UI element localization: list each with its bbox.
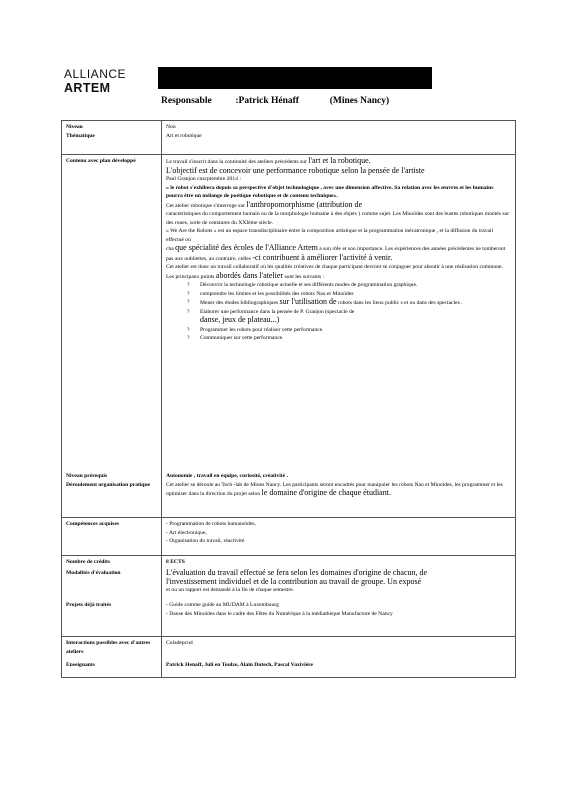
contenu-p6b: cha [166,246,174,252]
row-competences [62,517,515,555]
contenu-p7: Cet atelier est donc un travail collaboratif où les qualités créatives de chaque participant devront se conjuguer pour aboutir à une réalisation commune. [166,264,503,270]
contenu-p1b: l'art et la robotique. [308,156,371,165]
label-interactions: Interactions possibles avec d'autres ateliers [62,637,162,659]
row-contenu [62,154,515,470]
label-thematique: Thématique [66,132,95,139]
label-projets: Projets déjà traités [62,599,162,636]
contenu-p1a: Le travail s'inscrit dans la continuité des ateliers précédents sur [166,159,307,165]
bullet3-c: robots dans les lieux public s et ou dans des spectacles . [337,300,463,306]
contenu-p8c: sont les suivants : [284,273,325,280]
competence-item: - Organisation du travail, réactivité [166,538,245,544]
modalites-line-1: L'évaluation du travail effectué se fera selon les domaines d'origine de chacun, de [166,568,428,577]
projet-item: - Danse des Minoïdes dans le cadre des Fêtes du Numérique à la médiathèque Manufacture de Nancy [166,610,393,617]
row-interactions [62,636,515,659]
label-deroulement: Déroulement organisation pratique [66,481,151,488]
responsable-label: Responsable [161,96,212,106]
value-deroulement-a: Cet atelier se déroule au Tech -lab de Mines Nancy. Les participants seront encadrés pour manipuler les robots Nao et Minoïdes, les programmer et les optimiser dans la direction du projet selon [166,481,503,497]
bullet3-a: Mener des études bibliographiques [200,300,279,306]
competence-item: - Programmation de robots humanoïdes, [166,521,256,527]
contenu-p5a: Cet atelier robotique s'interroge sur [166,202,245,209]
list-item [200,298,511,308]
row-prerequis [62,470,515,517]
row-credits [62,555,515,567]
contenu-p5b: l'anthropomorphisme (attribution de [246,199,363,209]
label-prerequis: Niveau prérequis [66,473,108,479]
bullet4-a: Elaborer une performance dans la pensée de P. Granjon (spectacle de [200,308,355,315]
label-modalites: Modalités d'évaluation [62,567,162,599]
modalites-line-2: l'investissement individuel et de la contribution au travail de groupe. Un exposé [166,576,422,586]
competence-item: - Art électronique, [166,529,207,536]
value-contenu [162,155,515,470]
contenu-p3: Paul Granjon cnscptembre 2014 : [166,176,241,182]
value-deroulement-b: le domaine d'origine de chaque étudiant. [261,488,391,497]
redacted-title-bar [158,67,432,89]
contenu-p2: L'objectif est de concevoir une performance robotique selon la pensée de l'artiste [166,165,425,175]
contenu-p4: « le robot s'exhibera depuis sa perspective d'objet technologique , avec une dimension affective. Sa relation avec les œuvres et les humains pourra être un mélange de poétique robotique et de contenu technique». [166,184,494,199]
label-enseignants: Enseignants [62,659,162,677]
list-item: ? Communiquer sur cette performance. [200,334,511,343]
list-item: ? Découvrir la technologie robotique actuelle et ses différents modes de programmation graphique. [200,281,511,290]
responsable-line [161,96,389,106]
list-item: ? Programmer les robots pour réaliser cette performance. [200,326,511,335]
responsable-org: (Mines Nancy) [329,96,390,106]
list-item: ? comprendre les limites et les possibilités des robots Nao et Minoïdes [200,290,511,299]
bullet3-b: sur l'utilisation de [279,297,337,306]
contenu-p6e: -ci contribuent à améliorer l'activité à venir. [252,252,393,262]
value-niveau: Non [166,124,176,130]
modalites-line-3: et ou un rapport est demandé à la fin de chaque semestre. [166,587,294,593]
label-competences: Compétences acquises [62,518,162,555]
row-niveau [62,121,515,154]
list-item [200,308,511,326]
contenu-p6a: « We Are the Robots » est un espace transdisciplinaire entre la composition artistique et la programmation mécatronique , et la diffusion du travail effectué où [166,228,494,243]
value-thematique: Art et robotique [166,132,202,139]
label-contenu: Contenu avec plan développé [62,155,162,470]
value-credits: 8 ECTS [166,559,185,565]
alliance-artem-logo [64,68,126,95]
contenu-p6c: que spécialité des écoles de l'Alliance Artem [175,243,318,252]
label-niveau: Niveau [66,124,83,130]
bullet4-b: danse, jeux de plateau...) [200,315,280,324]
value-interactions: Coladepcnd [166,640,193,646]
label-credits: Nombre de crédits [62,556,162,567]
contenu-p6d: a son rôle et son importance. Les expériences des années précédentes ne tomberont pas aux oubliettes, au contraire, celles [166,246,506,262]
course-table [61,120,516,678]
row-enseignants [62,659,515,677]
logo-line-1: ALLIANCE [64,67,127,81]
row-projets [62,599,515,636]
contenu-p8a: Les principaux points [166,273,215,280]
value-prerequis: Autonomie , travail en équipe, curiosité, créativité . [166,473,288,479]
contenu-bullet-list [166,281,511,343]
projet-item: - Guide comme guide au MUDAM à Luxembourg [166,602,279,608]
row-modalites [62,567,515,599]
responsable-name: :Patrick Hénaff [235,96,299,106]
contenu-p8b: abordés dans l'atelier [215,270,284,280]
value-enseignants: Patrick Henaff, Juli en Toulze, Alain Dutech, Pascal Vaxivière [166,662,314,668]
contenu-p5c: caractéristiques du comportement humain ou de la morphologie humaine à des objets ) comme sujet. Les Minoïdes sont des bustes robotiques montés sur des roues, sorte de centaures du XXIème siècle. [166,211,510,226]
logo-line-2: ARTEM [64,81,111,95]
